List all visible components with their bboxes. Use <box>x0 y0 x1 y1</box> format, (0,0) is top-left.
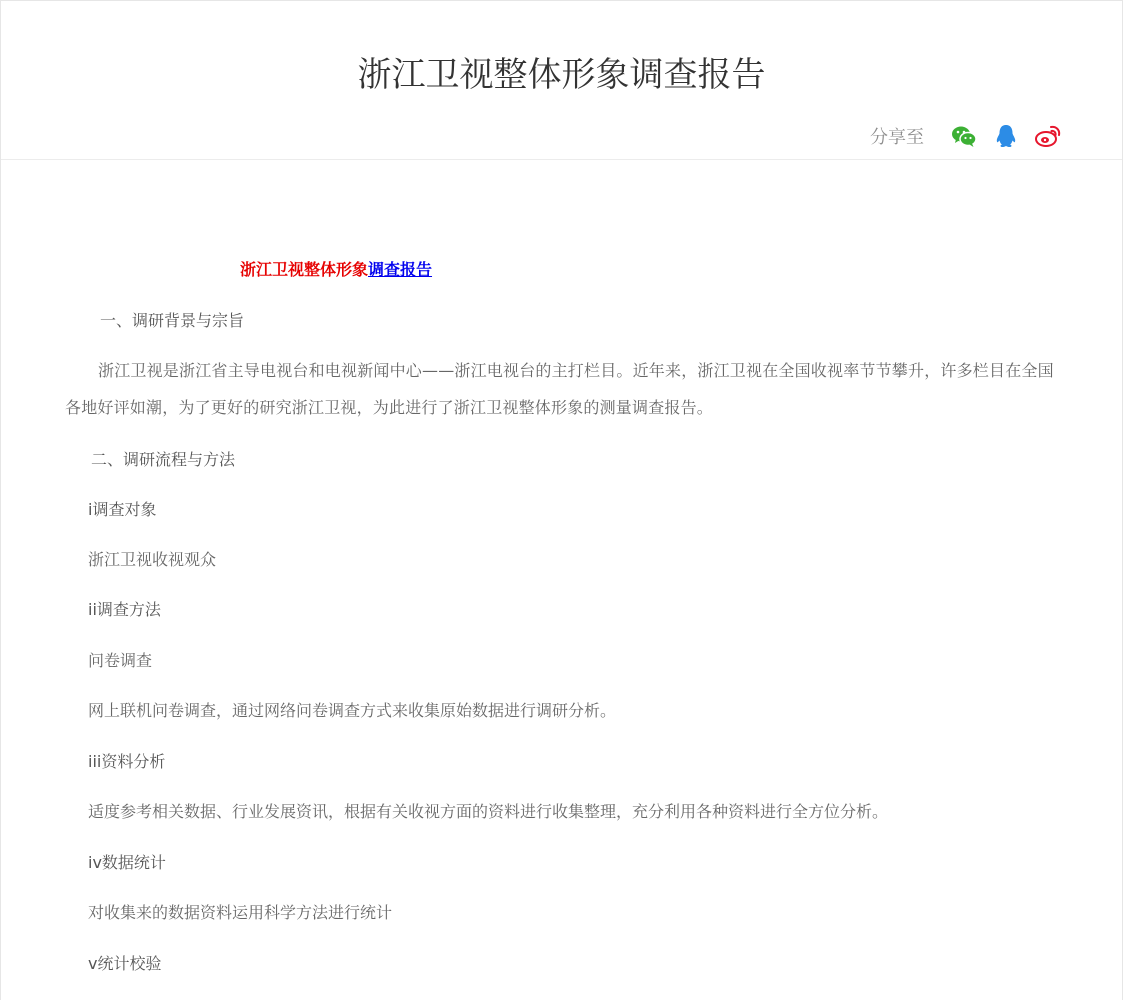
item-heading-4: iv数据统计 <box>88 853 166 872</box>
item-heading-2: ii调查方法 <box>88 600 161 619</box>
section-heading-1: 一、调研背景与宗旨 <box>100 311 245 330</box>
section-heading-2: 二、调研流程与方法 <box>91 450 236 469</box>
wechat-icon[interactable] <box>950 122 978 150</box>
item-text-3: 适度参考相关数据、行业发展资讯，根据有关收视方面的资料进行收集整理，充分利用各种资料进行全方位分析。 <box>88 802 889 821</box>
report-link[interactable]: 调查报告 <box>368 260 433 279</box>
item-text-2a: 问卷调查 <box>88 651 153 670</box>
item-text-1: 浙江卫视收视观众 <box>88 550 217 569</box>
item-heading-1: i调查对象 <box>88 500 157 519</box>
document-title <box>240 258 432 282</box>
share-label: 分享至 <box>870 127 924 148</box>
weibo-icon[interactable] <box>1034 122 1062 150</box>
item-text-2b: 网上联机问卷调查，通过网络问卷调查方式来收集原始数据进行调研分析。 <box>88 701 617 720</box>
page-title: 浙江卫视整体形象调查报告 <box>357 55 766 95</box>
item-heading-5: v统计校验 <box>88 954 162 973</box>
section-1-paragraph: 浙江卫视是浙江省主导电视台和电视新闻中心——浙江电视台的主打栏目。近年来，浙江卫视在全国收视率节节攀升，许多栏目在全国各地好评如潮，为了更好的研究浙江卫视，为此进行了浙江卫视整体形象的测量调查报告。 <box>65 361 1054 417</box>
qq-icon[interactable] <box>992 122 1020 150</box>
item-text-4: 对收集来的数据资料运用科学方法进行统计 <box>88 903 393 922</box>
article-header <box>1 1 1122 160</box>
share-bar <box>870 121 1062 151</box>
document-title-text: 浙江卫视整体形象 <box>240 260 369 279</box>
item-heading-3: iii资料分析 <box>88 752 166 771</box>
